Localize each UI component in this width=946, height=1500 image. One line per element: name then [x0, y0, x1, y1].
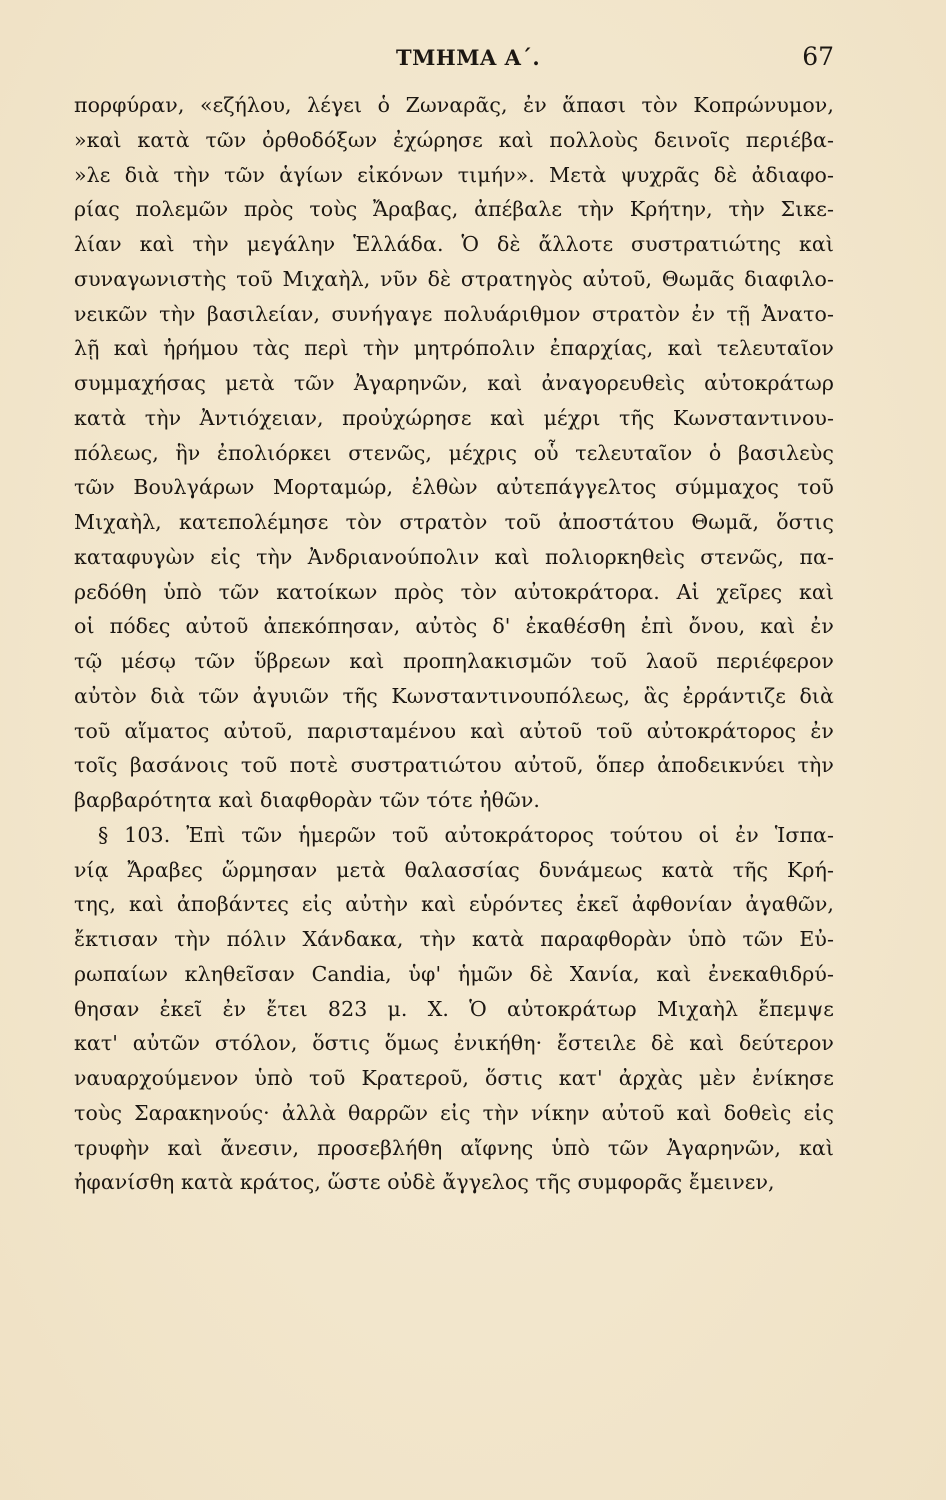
text-line: τοὺς Σαρακηνούς· ἀλλὰ θαρρῶν εἰς τὴν νίκην αὐτοῦ καὶ δοθεὶς εἰς [74, 1100, 834, 1125]
text-line: κατ' αὐτῶν στόλον, ὅστις ὅμως ἐνικήθη· ἔστειλε δὲ καὶ δεύτερον [74, 1031, 834, 1056]
text-line: τῷ μέσῳ τῶν ὕβρεων καὶ προπηλακισμῶν τοῦ λαοῦ περιέφερον [74, 649, 834, 673]
text-line: νεικῶν τὴν βασιλείαν, συνήγαγε πολυάριθμον στρατὸν ἐν τῇ Ἀνατο- [74, 301, 834, 326]
page-header [74, 42, 834, 88]
text-line: ρωπαίων κληθεῖσαν Candia, ὑφ' ἡμῶν δὲ Χανία, καὶ ἐνεκαθιδρύ- [74, 961, 834, 986]
text-line: »λε διὰ τὴν τῶν ἁγίων εἰκόνων τιμήν». Μετὰ ψυχρᾶς δὲ ἀδιαφο- [74, 162, 834, 187]
text-line: τοῦ αἵματος αὐτοῦ, παρισταμένου καὶ αὐτοῦ τοῦ αὐτοκράτορος ἐν [74, 718, 834, 743]
text-line: της, καὶ ἀποβάντες εἰς αὐτὴν καὶ εὑρόντες ἐκεῖ ἀφθονίαν ἀγαθῶν, [74, 892, 834, 917]
text-line: πόλεως, ἣν ἐπολιόρκει στενῶς, μέχρις οὗ τελευταῖον ὁ βασιλεὺς [74, 440, 834, 465]
text-line: πορφύραν, «εζήλου, λέγει ὁ Ζωναρᾶς, ἐν ἅπασι τὸν Κοπρώνυμον, [74, 93, 834, 117]
text-line: συμμαχήσας μετὰ τῶν Ἀγαρηνῶν, καὶ ἀναγορευθεὶς αὐτοκράτωρ [74, 371, 834, 395]
text-line: θησαν ἐκεῖ ἐν ἔτει 823 μ. Χ. Ὁ αὐτοκράτωρ Μιχαὴλ ἔπεμψε [74, 996, 834, 1021]
text-line: ρεδόθη ὑπὸ τῶν κατοίκων πρὸς τὸν αὐτοκράτορα. Αἱ χεῖρες καὶ [74, 579, 834, 604]
text-line: κατὰ τὴν Ἀντιόχειαν, προὐχώρησε καὶ μέχρι τῆς Κωνσταντινου- [74, 405, 834, 430]
text-line: καταφυγὼν εἰς τὴν Ἀνδριανούπολιν καὶ πολιορκηθεὶς στενῶς, πα- [74, 544, 834, 569]
text-line: τρυφὴν καὶ ἄνεσιν, προσεβλήθη αἴφνης ὑπὸ τῶν Ἀγαρηνῶν, καὶ [74, 1135, 834, 1160]
text-line: ἔκτισαν τὴν πόλιν Χάνδακα, τὴν κατὰ παραφθορὰν ὑπὸ τῶν Εὐ- [74, 927, 834, 951]
running-head: ΤΜΗΜΑ Α΄. [396, 45, 541, 70]
text-line: οἱ πόδες αὐτοῦ ἀπεκόπησαν, αὐτὸς δ' ἐκαθέσθη ἐπὶ ὄνου, καὶ ἐν [74, 614, 834, 639]
page-number: 67 [802, 42, 834, 71]
text-line: ἠφανίσθη κατὰ κράτος, ὥστε οὐδὲ ἄγγελος τῆς συμφορᾶς ἔμεινεν, [74, 1170, 775, 1195]
text-line: τῶν Βουλγάρων Μορταμώρ, ἐλθὼν αὐτεπάγγελτος σύμμαχος τοῦ [74, 475, 834, 500]
text-line: τοῖς βασάνοις τοῦ ποτὲ συστρατιώτου αὐτοῦ, ὅπερ ἀποδεικνύει τὴν [74, 753, 834, 778]
text-line: λίαν καὶ τὴν μεγάλην Ἑλλάδα. Ὁ δὲ ἄλλοτε συστρατιώτης καὶ [74, 232, 834, 256]
text-line: βαρβαρότητα καὶ διαφθορὰν τῶν τότε ἠθῶν. [74, 788, 541, 812]
text-line: λῇ καὶ ἠρήμου τὰς περὶ τὴν μητρόπολιν ἐπαρχίας, καὶ τελευταῖον [74, 336, 834, 361]
text-line: αὐτὸν διὰ τῶν ἀγυιῶν τῆς Κωνσταντινουπόλεως, ἃς ἐρράντιζε διὰ [74, 683, 834, 708]
text-line: »καὶ κατὰ τῶν ὀρθοδόξων ἐχώρησε καὶ πολλοὺς δεινοῖς περιέβα- [74, 127, 834, 152]
text-line: ρίας πολεμῶν πρὸς τοὺς Ἄραβας, ἀπέβαλε τὴν Κρήτην, τὴν Σικε- [74, 197, 834, 222]
body-text [74, 88, 834, 1200]
text-line: συναγωνιστὴς τοῦ Μιχαὴλ, νῦν δὲ στρατηγὸς αὐτοῦ, Θωμᾶς διαφιλο- [74, 266, 834, 291]
text-line: § 103. Ἐπὶ τῶν ἡμερῶν τοῦ αὐτοκράτορος τούτου οἱ ἐν Ἱσπα- [98, 822, 834, 847]
text-line: Μιχαὴλ, κατεπολέμησε τὸν στρατὸν τοῦ ἀποστάτου Θωμᾶ, ὅστις [74, 510, 834, 534]
text-line: ναυαρχούμενον ὑπὸ τοῦ Κρατεροῦ, ὅστις κατ' ἀρχὰς μὲν ἐνίκησε [74, 1066, 834, 1090]
text-line: νίᾳ Ἄραβες ὥρμησαν μετὰ θαλασσίας δυνάμεως κατὰ τῆς Κρή- [74, 857, 834, 882]
